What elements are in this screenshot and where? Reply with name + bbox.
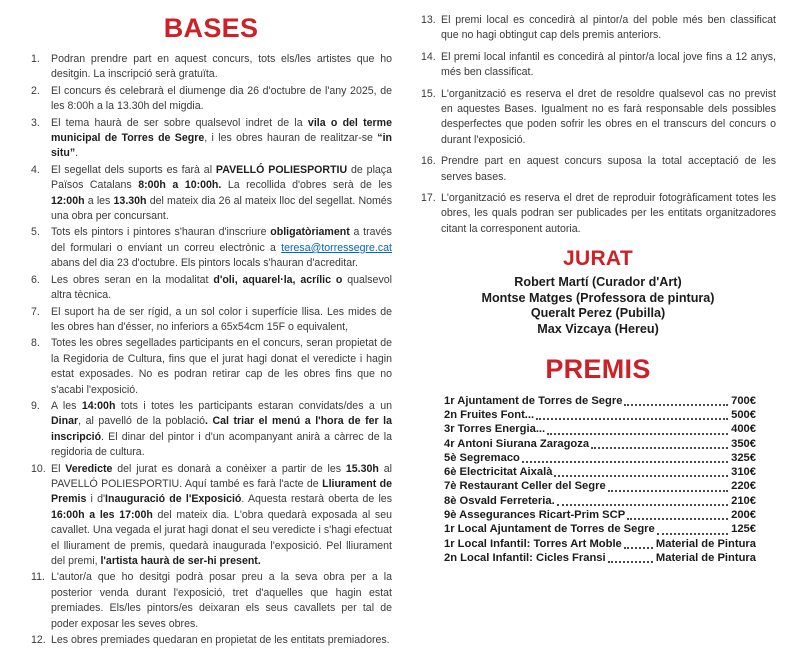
text: L'autor/a que ho desitgi podrà posar preu a la seva obra per a la posterior venda durant l'exposició, tret d'aquelles que hagin estat premiades. Els/les pintors/es deixaran els seus cavallets per tal de poder exposar les seves obres.: [51, 571, 392, 630]
bases-title: BASES: [163, 13, 259, 43]
dot-leader: [608, 561, 653, 563]
text: El premi local infantil es concedirà al pintor/a local jove fins a 12 anys, més ben classificat.: [441, 50, 776, 79]
rule-item: [420, 154, 776, 185]
text: El segellat dels suports es farà al: [51, 163, 216, 176]
prize-value: 200€: [731, 509, 756, 522]
bases-rules-continuation-list: [420, 13, 776, 237]
text: Podran prendre part en aquest concurs, tots els/les artistes que ho desitgin. La inscripció serà gratuïta.: [51, 53, 392, 81]
dot-leader: [608, 490, 728, 492]
prize-value: 400€: [731, 423, 756, 436]
text: A les: [51, 399, 82, 412]
bases-rules-list: [30, 52, 392, 648]
bold-text: 12:00h: [51, 194, 85, 207]
rule-item: [30, 633, 392, 648]
dot-leader: [536, 418, 728, 420]
bold-text: PAVELLÓ POLIESPORTIU: [215, 163, 348, 176]
jurat-member: Montse Matges (Professora de pintura): [481, 290, 715, 305]
rule-item: [420, 87, 776, 149]
rule-item: [30, 336, 392, 398]
prize-label: 2n Local Infantil: Cicles Fransi: [444, 551, 606, 564]
prize-label: 9è Assegurances Ricart-Prim SCP: [444, 509, 626, 522]
prize-label: 1r Ajuntament de Torres de Segre: [444, 394, 623, 407]
prize-row: [444, 522, 756, 536]
bold-text: vila o del terme municipal de Torres de Segre: [51, 116, 392, 145]
rule-item: [30, 570, 392, 632]
prize-label: 2n Fruites Font...: [444, 408, 535, 421]
text: La recollida d'obres serà de les: [221, 179, 392, 192]
text: Tots els pintors i pintores s'hauran d'inscriure: [51, 226, 271, 239]
prize-row: [444, 508, 756, 522]
text: qualsevol altra tècnica.: [51, 273, 392, 302]
jurat-member: Queralt Perez (Pubilla): [530, 306, 666, 321]
premis-list: [420, 394, 776, 566]
email-link[interactable]: teresa@torressegre.cat: [281, 241, 392, 254]
dot-leader: [657, 533, 728, 535]
text: El tema haurà de ser sobre qualsevol indret de la: [51, 116, 308, 129]
text: El suport ha de ser rígid, a un sol color i superfície llisa. Les mides de les obres han d'ésser, no inferiors a 65x54cm 15F o equivalent,: [51, 305, 392, 333]
rule-item: [30, 225, 392, 271]
bold-text: obligatòriament: [270, 226, 350, 239]
text: . Aquesta restarà oberta de les: [241, 493, 392, 506]
prize-value: 325€: [731, 451, 756, 464]
right-column: [396, 13, 776, 564]
bases-column: [30, 13, 396, 647]
text: del mateix dia. L'obra quedarà exposada al seu cavallet. Una vegada el jurat hagi donat el seu veredicte i s'hagi efectuat el lliurament de premis, quedarà inaugurada l'exposició. Pel lliurament del premi,: [51, 508, 392, 567]
bold-text: Lliurament de Premis: [51, 477, 392, 506]
dot-leader: [627, 518, 728, 520]
bold-text: 16:00h a les 17:00h: [51, 508, 153, 521]
text: .: [75, 147, 79, 160]
prize-label: 1r Local Ajuntament de Torres de Segre: [444, 523, 655, 536]
prize-row: [444, 537, 756, 551]
dot-leader: [522, 461, 728, 463]
dot-leader: [554, 475, 728, 477]
prize-label: 6è Electricitat Aixalà: [444, 466, 553, 479]
text: , al pavelló de la població: [78, 415, 206, 428]
rule-item: [30, 163, 392, 225]
dot-leader: [624, 404, 728, 406]
text: L'organització es reserva el dret de resoldre qualsevol cas no previst en aquestes Bases. Igualment no es farà responsable dels possibles desperfectes que poden sofrir les obres en el transcurs del concurs o durant l'exposició.: [441, 87, 776, 146]
text: Les obres premiades quedaran en propietat de les entitats premiadores.: [51, 634, 390, 647]
prize-value: 350€: [731, 437, 756, 450]
text: Prendre part en aquest concurs suposa la total acceptació de les serves bases.: [441, 155, 776, 183]
rule-item: [30, 399, 392, 461]
text: . El dinar del pintor i d'un acompanyant anirà a càrrec de la regidoria de cultura.: [51, 430, 392, 459]
rule-item: [30, 273, 392, 304]
text: del jurat es donarà a conèixer a partir de les: [112, 462, 346, 475]
prize-row: [444, 494, 756, 508]
prize-value: 310€: [731, 466, 756, 479]
rule-item: [30, 52, 392, 83]
rule-item: [30, 462, 392, 570]
text: abans del dia 23 d'octubre. Els pintors locals s'hauran d'acreditar.: [51, 257, 358, 270]
text: , i les obres hauran de realitzar-se: [204, 132, 378, 145]
bold-text: 15.30h: [345, 462, 379, 475]
prize-row: [444, 551, 756, 565]
prize-row: [444, 422, 756, 436]
text: a través del formulari o enviant un correu electrònic a: [51, 226, 392, 254]
rule-item: [420, 50, 776, 81]
bold-text: “in situ”: [51, 132, 392, 160]
dot-leader: [547, 433, 728, 435]
jurat-members: [420, 275, 776, 337]
text: Les obres seran en la modalitat: [51, 273, 214, 286]
prize-value: Material de Pintura: [655, 537, 756, 550]
prize-label: 8è Osvald Ferreteria.: [444, 494, 555, 507]
rule-item: [30, 84, 392, 115]
jurat-title: JURAT: [563, 247, 633, 271]
bold-text: l'artista haurà de ser-hi present.: [100, 555, 261, 567]
jurat-member: Robert Martí (Curador d'Art): [514, 275, 682, 290]
text: Totes les obres segellades participants en el concurs, seran propietat de la Regidoria de Cultura, fins que el jurat hagi donat el veredicte i hagin estat exposades. No es podran retirar cap de les obres fins que no s'acabi l'exposició.: [51, 337, 392, 396]
rule-item: [420, 191, 776, 237]
text: de plaça Països Catalans: [51, 163, 392, 192]
text: L'organització es reserva el dret de reproduir fotogràficament totes les obres, les quals podran ser publicades per les entitats organitzadores citant la corresponent autoria.: [441, 192, 776, 235]
bold-text: . Cal triar el menú a l'hora de fer la inscripció: [51, 415, 392, 443]
text: El concurs és celebrarà el diumenge dia 26 d'octubre de l'any 2025, de les 8:00h a la 13.30h del migdia.: [51, 84, 392, 113]
prize-value: 220€: [731, 480, 756, 493]
prize-value: 125€: [731, 523, 756, 536]
rule-item: [420, 13, 776, 44]
prize-label: 4r Antoni Siurana Zaragoza: [444, 437, 590, 450]
prize-value: Material de Pintura: [655, 551, 756, 564]
bold-text: 8:00h a 10:00h.: [138, 179, 222, 192]
jurat-member: Max Vizcaya (Hereu): [537, 322, 659, 337]
rule-item: [30, 305, 392, 336]
prize-row: [444, 437, 756, 451]
prize-row: [444, 465, 756, 479]
premis-title: PREMIS: [545, 353, 651, 384]
prize-value: 500€: [731, 408, 756, 421]
bold-text: 13.30h: [113, 194, 147, 207]
text: i d': [86, 493, 106, 506]
text: al PAVELLÓ POLIESPORTIU. Aquí també es farà l'acte de: [51, 462, 392, 490]
bold-text: d'oli, aquarel·la, acrílic o: [213, 273, 343, 286]
bold-text: Veredicte: [65, 462, 113, 475]
prize-value: 210€: [731, 494, 756, 507]
prize-label: 3r Torres Energia...: [444, 423, 546, 436]
rule-item: [30, 116, 392, 162]
text: del mateix dia 26 al mateix lloc del segellat. Només una obra per concursant.: [51, 194, 392, 223]
text: El premi local es concedirà al pintor/a del poble més ben classificat que no hagi obtingut cap dels premis anteriors.: [441, 14, 776, 42]
bold-text: 14:00h: [81, 399, 116, 412]
prize-value: 700€: [731, 394, 756, 407]
text: tots i totes les participants estaran convidats/des a un: [115, 399, 392, 412]
prize-row: [444, 408, 756, 422]
text: a les: [84, 194, 114, 207]
text: El: [51, 462, 66, 475]
bold-text: Inauguració de l'Exposició: [105, 493, 242, 506]
dot-leader: [591, 447, 728, 449]
dot-leader: [557, 504, 728, 506]
prize-row: [444, 394, 756, 408]
prize-label: 1r Local Infantil: Torres Art Moble: [444, 537, 622, 550]
prize-label: 7è Restaurant Celler del Segre: [444, 480, 606, 493]
dot-leader: [624, 547, 653, 549]
prize-row: [444, 479, 756, 493]
prize-row: [444, 451, 756, 465]
prize-label: 5è Segremaco: [444, 451, 520, 464]
bold-text: Dinar: [51, 415, 79, 428]
